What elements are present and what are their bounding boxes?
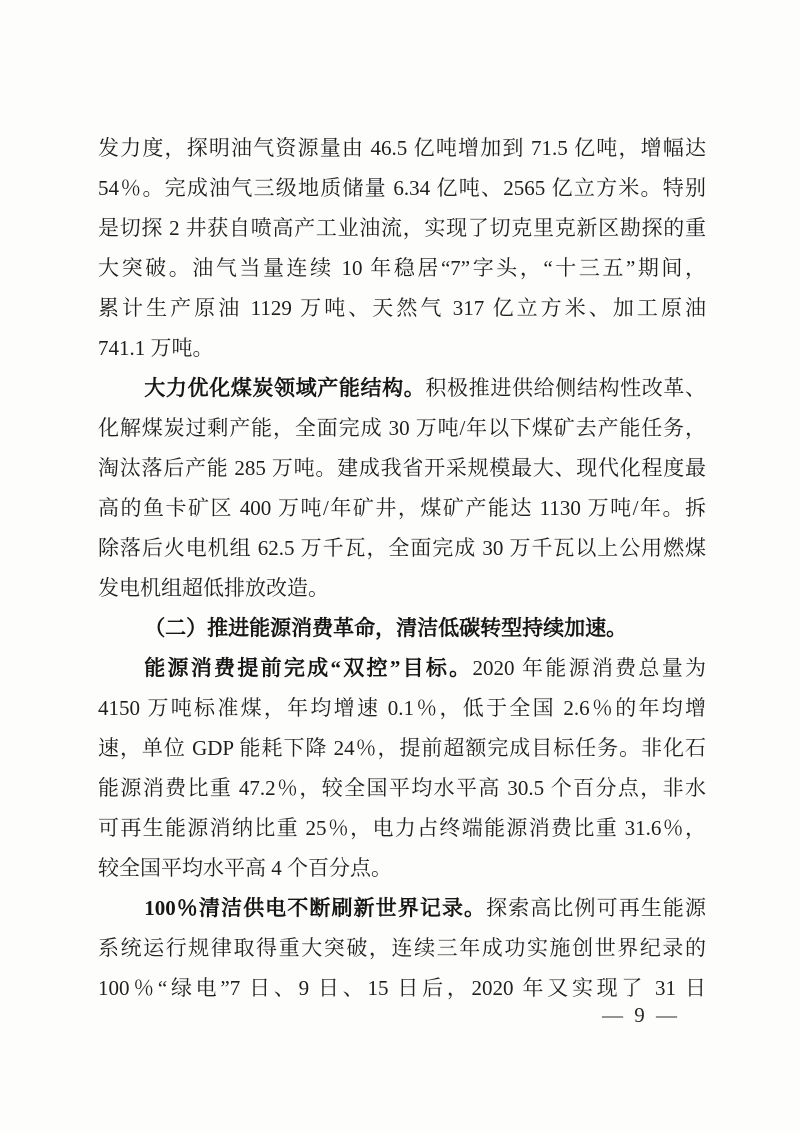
text-segment: 2020 年能源消费总量为 bbox=[472, 656, 707, 680]
text-line bbox=[98, 648, 706, 688]
bold-text-segment: 大力优化煤炭领域产能结构。 bbox=[144, 376, 426, 400]
text-segment: 100％“绿电”7 日、9 日、15 日后，2020 年又实现了 31 日 bbox=[98, 976, 706, 1000]
text-segment: 可再生能源消纳比重 25％，电力占终端能源消费比重 31.6％， bbox=[98, 816, 706, 840]
text-line bbox=[98, 728, 706, 768]
text-segment: 系统运行规律取得重大突破，连续三年成功实施创世界纪录的 bbox=[98, 936, 706, 960]
bold-text-segment: 100％清洁供电不断刷新世界记录。 bbox=[144, 896, 487, 920]
text-segment: 大突破。油气当量连续 10 年稳居“7”字头，“十三五”期间， bbox=[98, 256, 706, 280]
text-segment: 54％。完成油气三级地质储量 6.34 亿吨、2565 亿立方米。特别 bbox=[98, 176, 706, 200]
text-line bbox=[98, 808, 706, 848]
text-line bbox=[98, 928, 706, 968]
text-segment: 高的鱼卡矿区 400 万吨/年矿井，煤矿产能达 1130 万吨/年。拆 bbox=[98, 496, 706, 520]
bold-text-segment: （二）推进能源消费革命，清洁低碳转型持续加速。 bbox=[144, 616, 628, 640]
text-line bbox=[98, 688, 706, 728]
text-line bbox=[98, 128, 706, 168]
text-line bbox=[98, 608, 706, 648]
text-line bbox=[98, 168, 706, 208]
text-segment: 化解煤炭过剩产能，全面完成 30 万吨/年以下煤矿去产能任务， bbox=[98, 416, 706, 440]
text-segment: 探索高比例可再生能源 bbox=[486, 896, 707, 920]
text-line bbox=[98, 768, 706, 808]
text-segment: 能源消费比重 47.2％，较全国平均水平高 30.5 个百分点，非水 bbox=[98, 776, 706, 800]
text-segment: 淘汰落后产能 285 万吨。建成我省开采规模最大、现代化程度最 bbox=[98, 456, 706, 480]
text-line bbox=[98, 208, 706, 248]
text-line bbox=[98, 528, 706, 568]
text-line bbox=[98, 848, 706, 888]
text-segment: 741.1 万吨。 bbox=[98, 336, 214, 360]
text-segment: 是切探 2 井获自喷高产工业油流，实现了切克里克新区勘探的重 bbox=[98, 216, 706, 240]
text-line bbox=[98, 408, 706, 448]
text-line bbox=[98, 888, 706, 928]
text-line bbox=[98, 248, 706, 288]
text-segment: 除落后火电机组 62.5 万千瓦，全面完成 30 万千瓦以上公用燃煤 bbox=[98, 536, 706, 560]
text-line bbox=[98, 568, 706, 608]
text-segment: 积极推进供给侧结构性改革、 bbox=[425, 376, 707, 400]
document-text bbox=[98, 128, 706, 1008]
text-segment: 较全国平均水平高 4 个百分点。 bbox=[98, 856, 392, 880]
text-line bbox=[98, 328, 706, 368]
text-segment: 发电机组超低排放改造。 bbox=[98, 576, 329, 600]
text-segment: 累计生产原油 1129 万吨、天然气 317 亿立方米、加工原油 bbox=[98, 296, 706, 320]
text-segment: 发力度，探明油气资源量由 46.5 亿吨增加到 71.5 亿吨，增幅达 bbox=[98, 136, 706, 160]
text-line bbox=[98, 368, 706, 408]
text-line bbox=[98, 488, 706, 528]
text-segment: 4150 万吨标准煤，年均增速 0.1％，低于全国 2.6％的年均增 bbox=[98, 696, 706, 720]
page-number: — 9 — bbox=[602, 1003, 680, 1027]
bold-text-segment: 能源消费提前完成“双控”目标。 bbox=[144, 656, 473, 680]
text-line bbox=[98, 288, 706, 328]
text-segment: 速，单位 GDP 能耗下降 24％，提前超额完成目标任务。非化石 bbox=[98, 736, 706, 760]
text-line bbox=[98, 448, 706, 488]
